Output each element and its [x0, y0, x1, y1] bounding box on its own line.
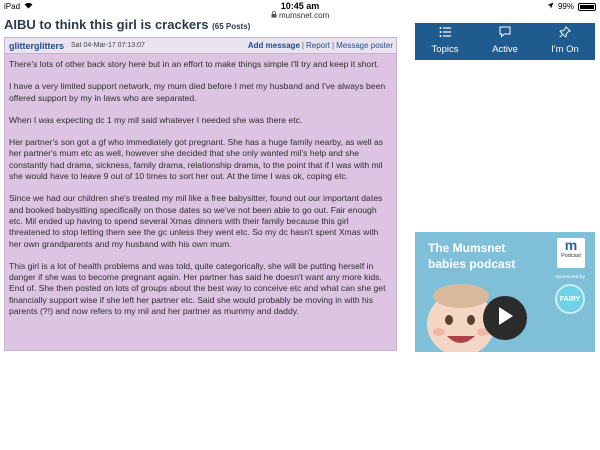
lock-icon [271, 11, 279, 20]
fairy-logo: FAIRY [555, 284, 585, 314]
clock: 10:45 am [280, 1, 320, 11]
post-author[interactable]: glitterglitters [9, 41, 65, 51]
thread-title [4, 17, 250, 32]
ad-title-line: The Mumsnet [428, 241, 506, 255]
mumsnet-podcast-logo [557, 238, 585, 268]
post-date: Sat 04-Mar-17 07:13:07 [71, 42, 145, 49]
post-header [5, 38, 396, 54]
message-poster-link[interactable]: Message poster [336, 41, 393, 50]
separator: | [332, 41, 335, 50]
post-body [5, 54, 396, 317]
tab-topics[interactable] [415, 23, 475, 60]
battery-icon [578, 3, 596, 11]
post-actions [248, 41, 393, 50]
tab-im-on-label: I'm On [551, 44, 579, 55]
carrier-label: iPad [4, 2, 21, 11]
logo-text: Podcast [561, 253, 581, 259]
tab-active[interactable] [475, 23, 535, 60]
post-paragraph: Her partner's son got a gf who immediately got pregnant. She has a huge family nearby, as well as her partner's mum etc as well, however she decided that she only wanted mil's help and she constantly had drama, sickness, family drama, relationship drama, to the point that if I was with mil she would have to leave 9 out of 10 times to sort her out. At the time I was ok, coping etc. [9, 137, 384, 182]
list-icon [439, 26, 451, 41]
location-arrow-icon [547, 2, 554, 11]
post-count: (65 Posts) [212, 22, 251, 31]
add-message-link[interactable]: Add message [247, 41, 300, 50]
post-paragraph: There's lots of other back story here but in an effort to make things simple I'll try and keep it short. [9, 59, 379, 69]
ad-title [428, 240, 515, 272]
url-text: mumsnet.com [279, 11, 330, 20]
logo-letter: m [564, 237, 578, 253]
separator: | [301, 41, 304, 50]
chat-bubble-icon [499, 26, 511, 41]
app-nav [415, 23, 595, 60]
pin-icon [559, 26, 571, 41]
post-paragraph: When I was expecting dc 1 my mil said whatever I needed she was there etc. [9, 114, 303, 125]
ad-title-line: babies podcast [428, 257, 516, 271]
sponsor-label: Sponsored by [555, 275, 585, 280]
post-paragraph: This girl is a lot of health problems and was told, quite categorically, she will be putting herself in danger if she was to become pregnant again. Her partner has said he doesn't want any more kids. End of. She then posted on lots of groups about the best way to conceive etc and what can she get financially support wise if she left her partner etc. Said she would probably be moving in with his parents (?!) and now refers to my mil and her partner as mummy and daddy. [9, 260, 386, 317]
tab-active-label: Active [492, 44, 518, 55]
play-button[interactable] [483, 296, 527, 340]
report-link[interactable]: Report [305, 41, 330, 50]
battery-percent: 99% [557, 2, 574, 11]
play-icon [496, 306, 514, 331]
thread-title-text: AIBU to think this girl is crackers [4, 17, 209, 32]
post-paragraph: I have a very limited support network, my mum died before I met my husband and I've always been offered support by my in laws who are separated. [9, 81, 386, 103]
podcast-ad[interactable] [415, 232, 595, 352]
post-paragraph: Since we had our children she's treated my mil like a free babysitter, found out our important dates and booked babysitting specifically on those dates so we've not been able to go out. Fair enough etc. Mil ended up having to spend several Xmas dinners with their family because this girl threatened to stop letting them see the gc unless they went etc. So my dc hasn't spent Xmas with her own grandparents and my husband with his own mum. [9, 193, 383, 249]
tab-topics-label: Topics [431, 44, 459, 55]
tab-im-on[interactable] [535, 23, 595, 60]
post [4, 37, 397, 351]
